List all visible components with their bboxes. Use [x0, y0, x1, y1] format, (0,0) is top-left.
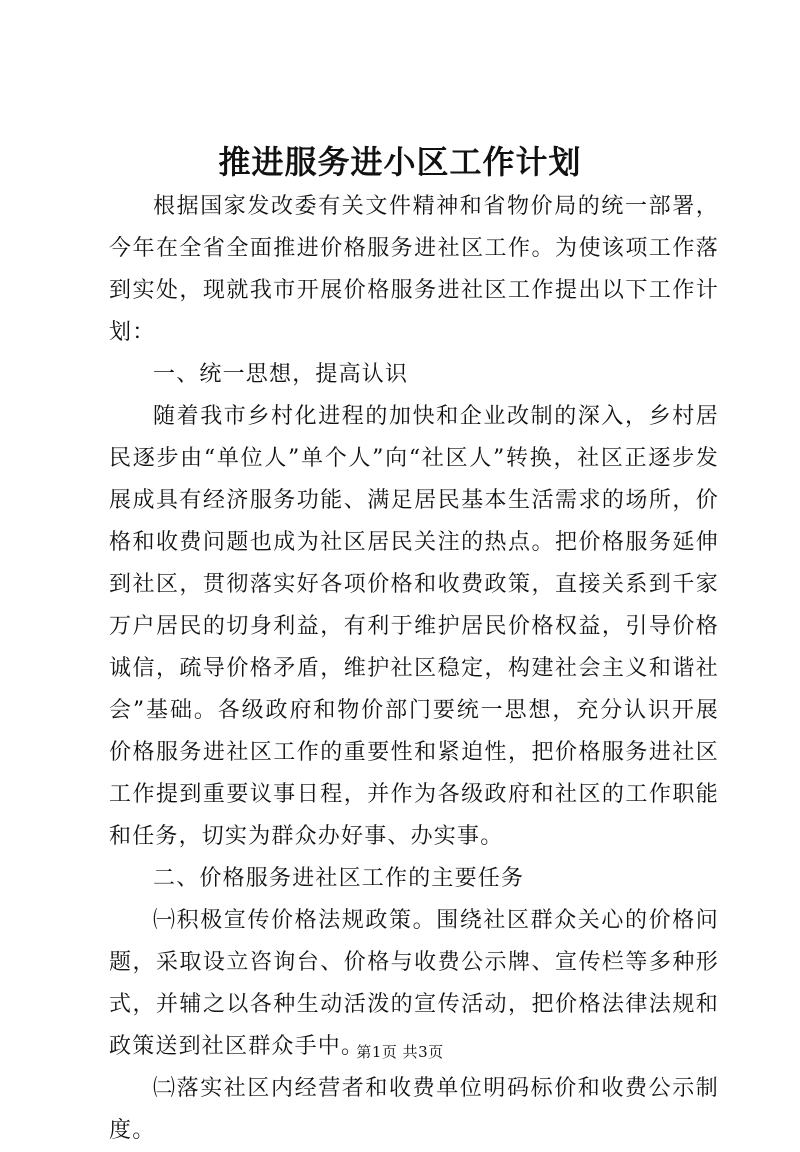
page-footer: 第1页 共3页 — [356, 1043, 444, 1061]
document-title: 推进服务进小区工作计划 — [218, 143, 582, 181]
document-body — [109, 186, 719, 1152]
task-1-paragraph: ㈠积极宣传价格法规政策。围绕社区群众关心的价格问题，采取设立咨询台、价格与收费公示牌、宣传栏等多种形式，并辅之以各种生动活泼的宣传活动，把价格法律法规和政策送到社区群众手中。 — [109, 908, 719, 1059]
section-1-paragraph: 随着我市乡村化进程的加快和企业改制的深入，乡村居民逐步由“单位人”单个人”向“社区人”转换，社区正逐步发展成具有经济服务功能、满足居民基本生活需求的场所，价格和收费问题也成为社区居民关注的热点。把价格服务延伸到社区，贯彻落实好各项价格和收费政策，直接关系到千家万户居民的切身利益，有利于维护居民价格权益，引导价格诚信，疏导价格矛盾，维护社区稳定，构建社会主义和谐社会”基础。各级政府和物价部门要统一思想，充分认识开展价格服务进社区工作的重要性和紧迫性，把价格服务进社区工作提到重要议事日程，并作为各级政府和社区的工作职能和任务，切实为群众办好事、办实事。 — [109, 404, 719, 849]
section-heading-1: 一、统一思想，提高认识 — [153, 362, 409, 387]
intro-paragraph: 根据国家发改委有关文件精神和省物价局的统一部署，今年在全省全面推进价格服务进社区工作。为使该项工作落到实处，现就我市开展价格服务进社区工作提出以下工作计划： — [109, 194, 719, 345]
section-heading-2: 二、价格服务进社区工作的主要任务 — [153, 866, 525, 891]
task-2-paragraph: ㈡落实社区内经营者和收费单位明码标价和收费公示制度。 — [109, 1076, 719, 1143]
